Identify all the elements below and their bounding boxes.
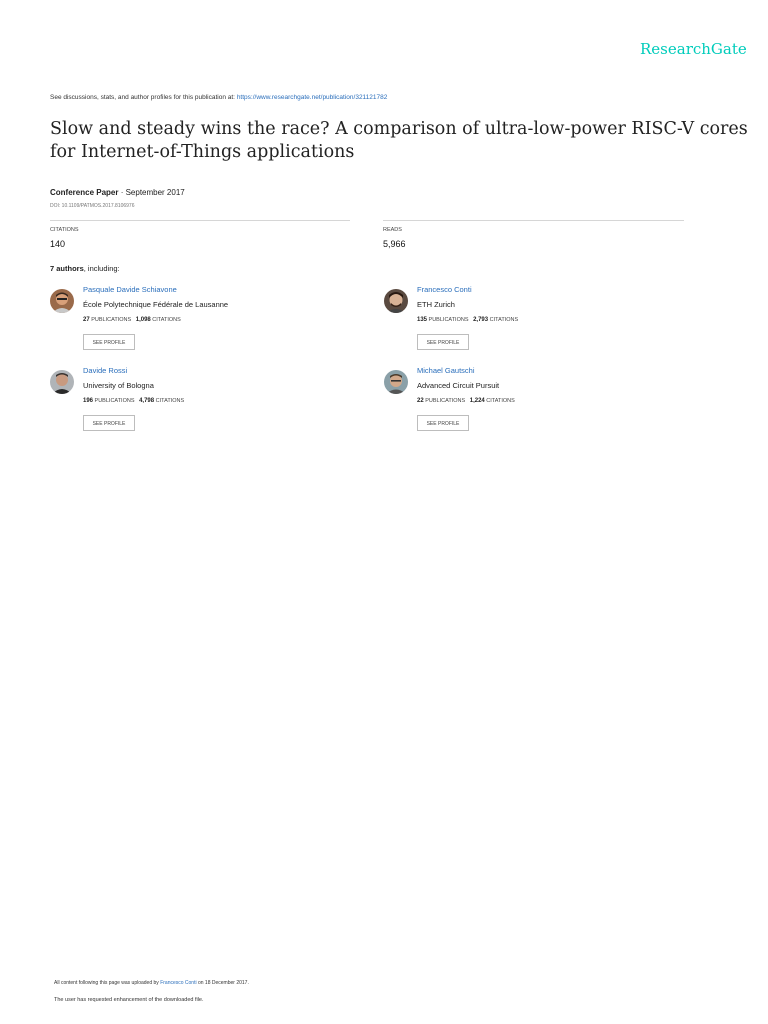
reads-count: 5,966 <box>383 239 406 249</box>
see-profile-button[interactable]: SEE PROFILE <box>417 334 469 350</box>
citations-count: 2,793 <box>473 317 489 323</box>
avatar[interactable] <box>384 370 408 394</box>
author-stats <box>417 398 515 404</box>
publications-label: PUBLICATIONS <box>428 317 469 323</box>
author-institution: ETH Zurich <box>417 300 455 309</box>
author-card <box>384 366 684 440</box>
paper-type-line <box>50 188 185 197</box>
paper-date: · September 2017 <box>118 188 185 197</box>
author-stats <box>83 398 184 404</box>
upload-note <box>54 980 249 986</box>
author-card <box>50 366 350 440</box>
upload-suffix: on 18 December 2017. <box>197 980 249 986</box>
see-profile-button[interactable]: SEE PROFILE <box>83 415 135 431</box>
authors-including: , including: <box>83 264 120 273</box>
paper-type: Conference Paper <box>50 188 119 197</box>
publications-label: PUBLICATIONS <box>91 317 132 323</box>
author-name[interactable]: Francesco Conti <box>417 285 472 294</box>
authors-heading <box>50 264 120 273</box>
author-stats <box>417 317 518 323</box>
publications-label: PUBLICATIONS <box>425 398 466 404</box>
publications-count: 27 <box>83 317 90 323</box>
citations-count: 140 <box>50 239 66 249</box>
author-card <box>50 285 350 359</box>
citations-label: CITATIONS <box>152 317 181 323</box>
citations-label: CITATIONS <box>489 317 519 323</box>
publications-count: 135 <box>417 317 428 323</box>
authors-count: 7 authors <box>50 264 84 273</box>
researchgate-logo[interactable]: ResearchGate <box>640 40 747 58</box>
title-line-1: Slow and steady wins the race? A comparison of ultra-low-power RISC-V cores <box>50 119 748 139</box>
divider-citations <box>50 220 350 221</box>
publications-label: PUBLICATIONS <box>94 398 135 404</box>
publications-count: 196 <box>83 398 94 404</box>
discussion-line <box>50 94 387 101</box>
reads-label: READS <box>383 227 402 233</box>
author-institution: Advanced Circuit Pursuit <box>417 381 500 390</box>
doi: DOI: 10.1109/PATMOS.2017.8106976 <box>50 203 135 209</box>
avatar[interactable] <box>384 289 408 313</box>
author-institution: École Polytechnique Fédérale de Lausanne <box>83 300 229 309</box>
enhancement-note: The user has requested enhancement of the downloaded file. <box>54 997 204 1003</box>
author-stats <box>83 317 181 323</box>
author-name[interactable]: Davide Rossi <box>83 366 128 375</box>
avatar[interactable] <box>50 289 74 313</box>
citations-count: 4,798 <box>139 398 155 404</box>
author-name[interactable]: Pasquale Davide Schiavone <box>83 285 177 294</box>
publication-link[interactable]: https://www.researchgate.net/publication/321121782 <box>236 94 388 101</box>
uploader-link[interactable]: Francesco Conti <box>160 980 197 986</box>
divider-reads <box>383 220 684 221</box>
citations-count: 1,224 <box>469 398 485 404</box>
avatar[interactable] <box>50 370 74 394</box>
citations-count: 1,098 <box>135 317 151 323</box>
author-card <box>384 285 684 359</box>
discussion-prefix: See discussions, stats, and author profiles for this publication at: <box>50 94 235 101</box>
paper-title <box>50 118 750 164</box>
citations-label: CITATIONS <box>50 227 79 233</box>
upload-prefix: All content following this page was uploaded by <box>54 980 159 986</box>
title-line-2: for Internet-of-Things applications <box>50 142 355 162</box>
author-name[interactable]: Michael Gautschi <box>417 366 475 375</box>
publications-count: 22 <box>417 398 424 404</box>
author-institution: University of Bologna <box>83 381 154 390</box>
see-profile-button[interactable]: SEE PROFILE <box>83 334 135 350</box>
citations-label: CITATIONS <box>155 398 185 404</box>
citations-label: CITATIONS <box>486 398 515 404</box>
see-profile-button[interactable]: SEE PROFILE <box>417 415 469 431</box>
